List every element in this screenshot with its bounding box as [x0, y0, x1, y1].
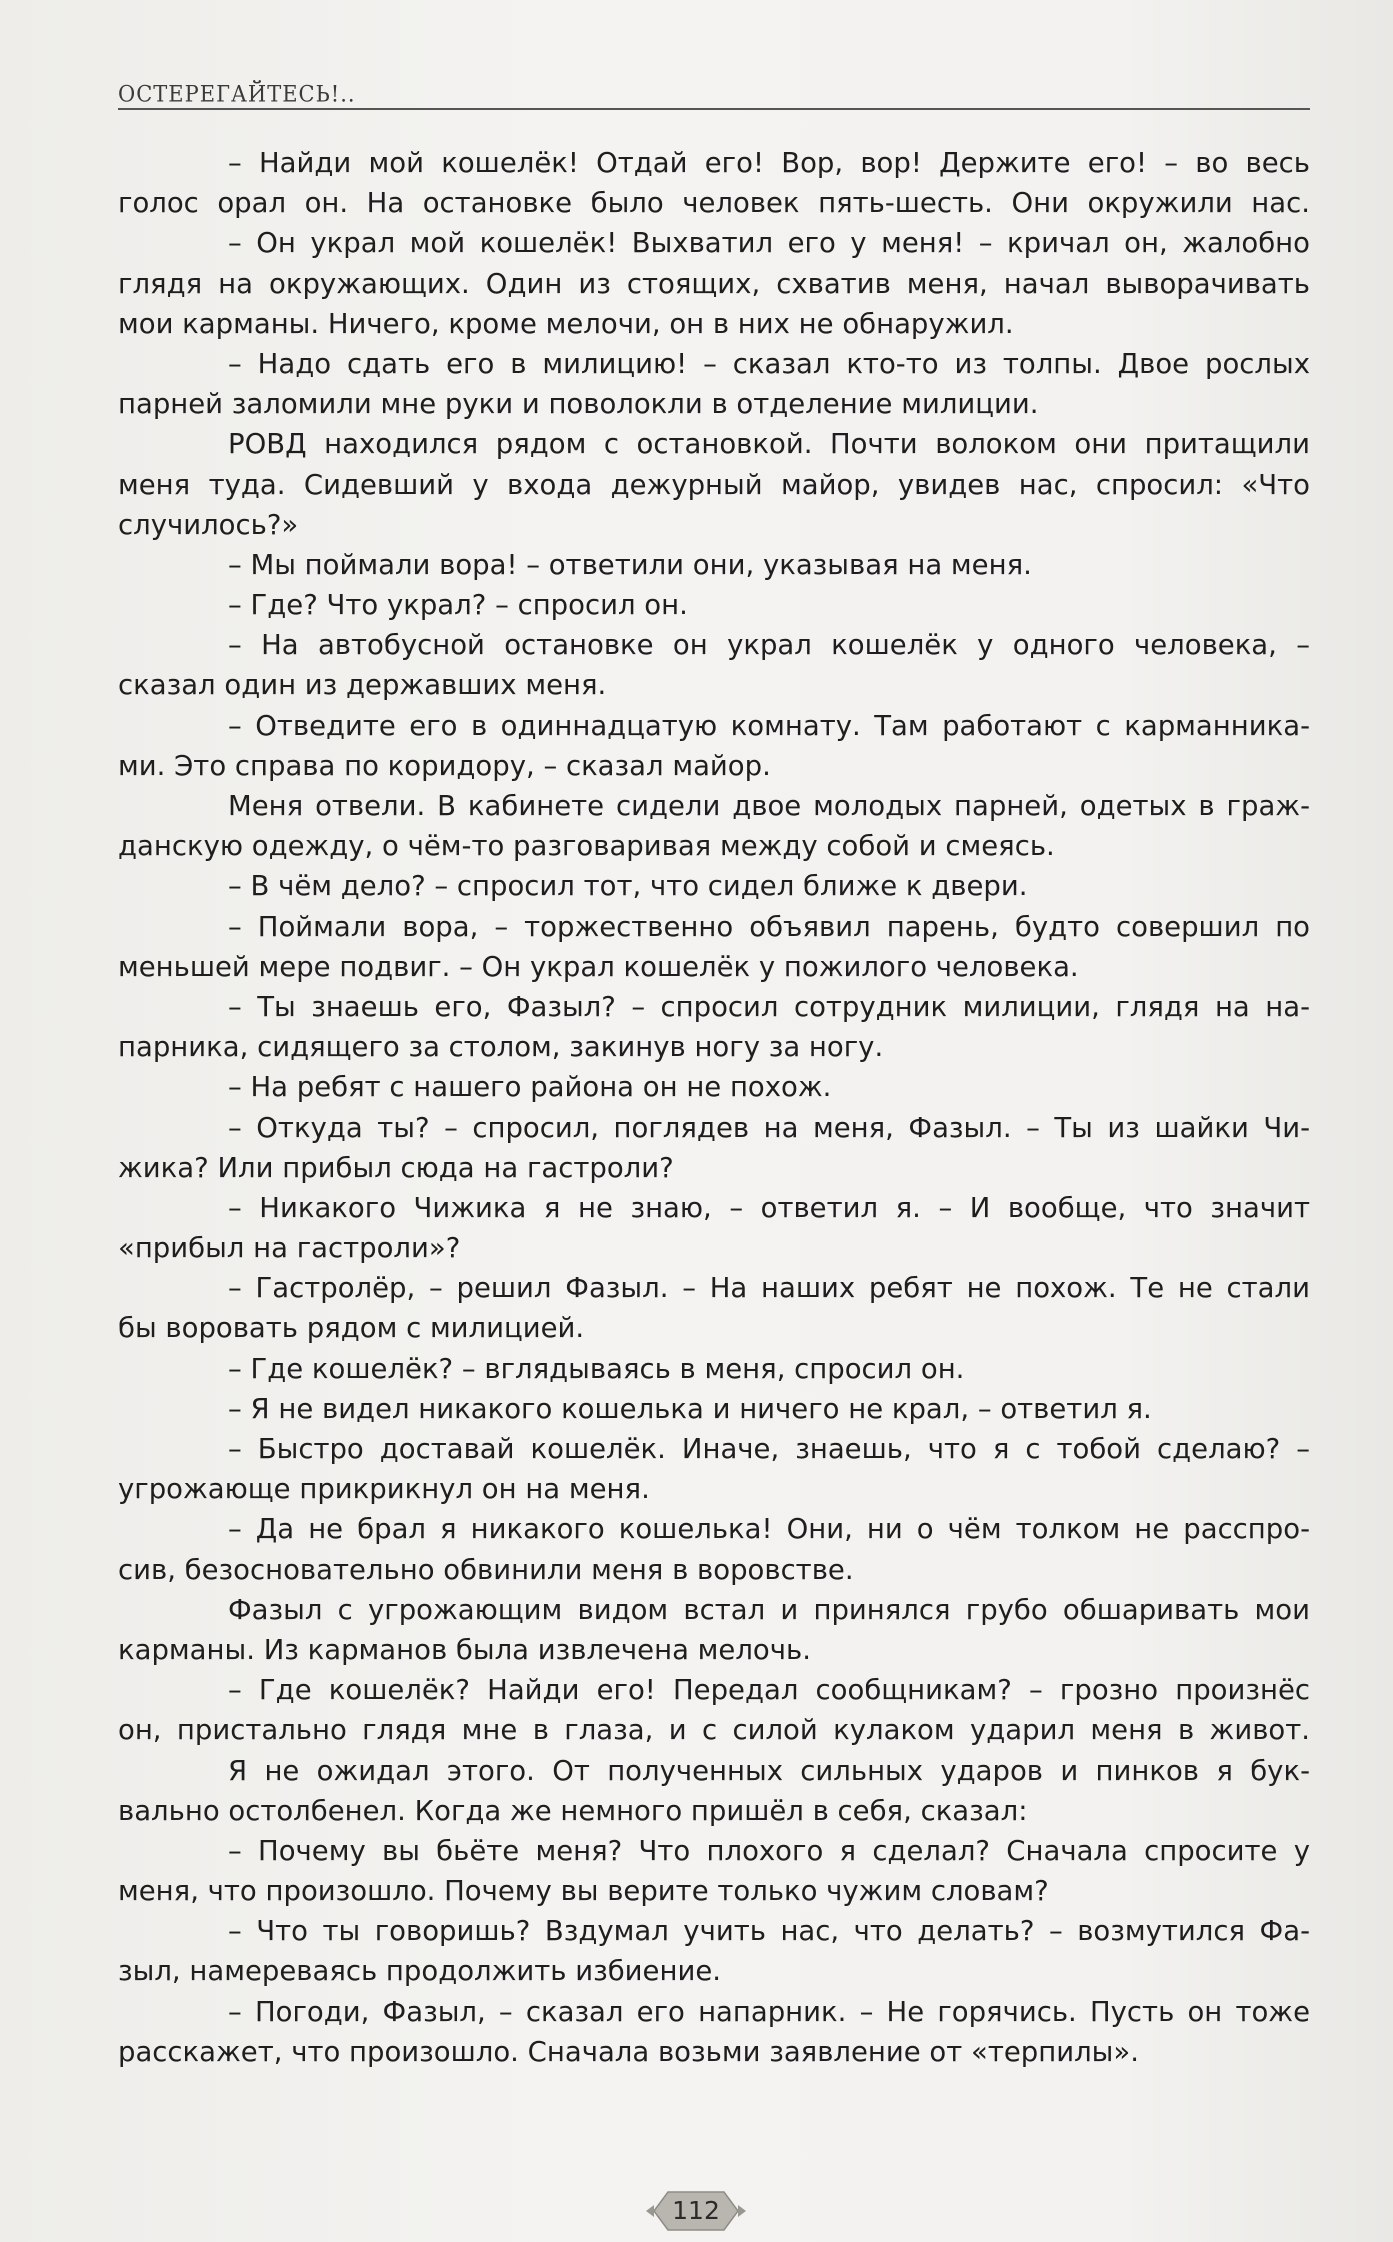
text-line: – Найди мой кошелёк! Отдай его! Вор, вор! Держите его! – во весь	[228, 147, 1310, 179]
text-line: бы воровать рядом с милицией.	[118, 1312, 585, 1345]
text-line: – На ребят с нашего района он не похож.	[228, 1071, 832, 1104]
text-line: парника, сидящего за столом, закинув ногу за ногу.	[118, 1031, 884, 1064]
text-line: зыл, намереваясь продолжить избиение.	[118, 1955, 721, 1988]
text-line: – Надо сдать его в милицию! – сказал кто-то из толпы. Двое рослых	[228, 347, 1310, 380]
text-line: – Он украл мой кошелёк! Выхватил его у меня! – кричал он, жалобно	[228, 227, 1310, 260]
page-number-badge	[646, 2188, 746, 2234]
text-line: – Поймали вора, – торжественно объявил парень, будто совершил по	[228, 910, 1310, 943]
text-line: РОВД находился рядом с остановкой. Почти волоком они притащили	[228, 428, 1310, 461]
text-line: расскажет, что произошло. Сначала возьми заявление от «терпилы».	[118, 2035, 1139, 2068]
text-line: случилось?»	[118, 508, 299, 541]
page-number: 112	[672, 2196, 720, 2225]
text-line: «прибыл на гастроли»?	[118, 1232, 461, 1265]
text-line: – Никакого Чижика я не знаю, – ответил я. – И вообще, что значит	[228, 1191, 1310, 1224]
text-line: – Где кошелёк? – вглядываясь в меня, спросил он.	[228, 1352, 965, 1385]
text-line: – Где? Что украл? – спросил он.	[228, 589, 688, 622]
text-line: – Да не брал я никакого кошелька! Они, ни о чём толком не расспро-	[228, 1513, 1310, 1546]
text-line: меньшей мере подвиг. – Он украл кошелёк у пожилого человека.	[118, 950, 1079, 983]
text-line: – Откуда ты? – спросил, поглядев на меня, Фазыл. – Ты из шайки Чи-	[228, 1111, 1310, 1144]
text-line: сказал один из державших меня.	[118, 669, 607, 702]
text-line: он, пристально глядя мне в глаза, и с силой кулаком ударил меня в живот.	[118, 1714, 1310, 1747]
text-line: – Мы поймали вора! – ответили они, указывая на меня.	[228, 548, 1032, 581]
text-line: голос орал он. На остановке было человек пять-шесть. Они окружили нас.	[118, 187, 1310, 220]
text-line: парней заломили мне руки и поволокли в отделение милиции.	[118, 388, 1039, 421]
text-line: Фазыл с угрожающим видом встал и принялся грубо обшаривать мои	[228, 1593, 1310, 1626]
text-line: мои карманы. Ничего, кроме мелочи, он в них не обнаружил.	[118, 307, 1014, 340]
text-line: – Быстро доставай кошелёк. Иначе, знаешь, что я с тобой сделаю? –	[228, 1433, 1310, 1465]
text-line: глядя на окружающих. Один из стоящих, схватив меня, начал выворачивать	[118, 267, 1310, 300]
body-text	[118, 143, 1310, 2072]
text-line: – Где кошелёк? Найди его! Передал сообщникам? – грозно произнёс	[228, 1674, 1310, 1707]
text-line: – Отведите его в одиннадцатую комнату. Там работают с карманника-	[228, 709, 1310, 742]
text-line: жика? Или прибыл сюда на гастроли?	[118, 1151, 674, 1184]
text-line: карманы. Из карманов была извлечена мелочь.	[118, 1633, 811, 1666]
text-line: меня, что произошло. Почему вы верите только чужим словам?	[118, 1875, 1049, 1908]
text-line: сив, безосновательно обвинили меня в воровстве.	[118, 1553, 854, 1586]
text-line: – На автобусной остановке он украл кошелёк у одного человека, –	[228, 629, 1310, 662]
text-line: Меня отвели. В кабинете сидели двое молодых парней, одетых в граж-	[228, 790, 1310, 822]
text-line: – Погоди, Фазыл, – сказал его напарник. – Не горячись. Пусть он тоже	[228, 1995, 1310, 2028]
text-line: – Почему вы бьёте меня? Что плохого я сделал? Сначала спросите у	[228, 1834, 1310, 1867]
text-line: меня туда. Сидевший у входа дежурный майор, увидев нас, спросил: «Что	[118, 468, 1310, 501]
text-line: – Что ты говоришь? Вздумал учить нас, что делать? – возмутился Фа-	[228, 1915, 1310, 1948]
text-line: данскую одежду, о чём-то разговаривая между собой и смеясь.	[118, 830, 1055, 863]
text-line: – Ты знаешь его, Фазыл? – спросил сотрудник милиции, глядя на на-	[228, 990, 1310, 1023]
text-line: угрожающе прикрикнул он на меня.	[118, 1473, 650, 1506]
text-line: – Я не видел никакого кошелька и ничего не крал, – ответил я.	[228, 1392, 1152, 1425]
text-line: ми. Это справа по коридору, – сказал майор.	[118, 749, 771, 782]
text-line: – В чём дело? – спросил тот, что сидел ближе к двери.	[228, 870, 1028, 903]
running-header	[118, 78, 1310, 110]
text-line: – Гастролёр, – решил Фазыл. – На наших ребят не похож. Те не стали	[228, 1272, 1310, 1305]
running-header-title: ОСТЕРЕГАЙТЕСЬ!..	[118, 81, 356, 107]
text-line: вально остолбенел. Когда же немного пришёл в себя, сказал:	[118, 1794, 1028, 1827]
text-line: Я не ожидал этого. От полученных сильных ударов и пинков я бук-	[228, 1754, 1310, 1787]
